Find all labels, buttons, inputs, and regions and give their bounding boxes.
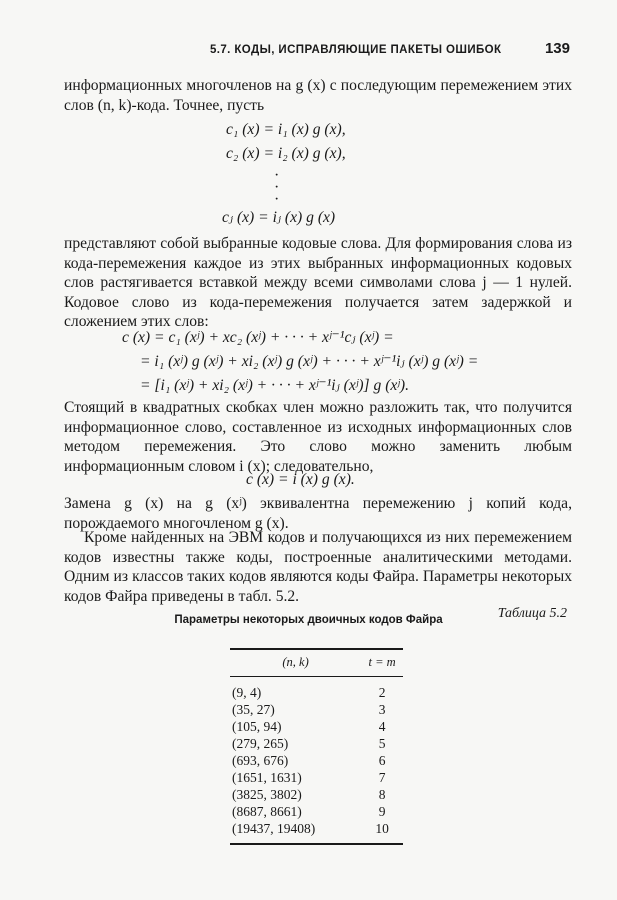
table-bottom-rule bbox=[230, 843, 403, 845]
column-header-nk: (n, k) bbox=[282, 654, 309, 669]
table-header-row bbox=[230, 650, 403, 674]
cell-t: 6 bbox=[378, 753, 386, 768]
cell-nk: (35, 27) bbox=[232, 702, 275, 717]
cell-nk: (8687, 8661) bbox=[232, 804, 302, 819]
section-title: 5.7. КОДЫ, ИСПРАВЛЯЮЩИЕ ПАКЕТЫ ОШИБОК bbox=[210, 44, 502, 56]
cell-t: 7 bbox=[378, 770, 386, 785]
cell-t: 2 bbox=[378, 685, 386, 700]
cell-t: 5 bbox=[378, 736, 386, 751]
cell-t: 8 bbox=[378, 787, 386, 802]
column-header-t: t = m bbox=[368, 654, 396, 669]
vertical-ellipsis: · · · bbox=[274, 167, 280, 208]
cell-nk: (19437, 19408) bbox=[232, 821, 316, 836]
equation-c1: c₁ (x) = i₁ (x) g (x), bbox=[226, 121, 346, 138]
paragraph-substitution: Замена g (x) на g (xʲ) эквивалентна перемежению j копий кода, порождаемого многочленом g (x). bbox=[64, 495, 572, 532]
cell-t: 10 bbox=[375, 821, 389, 836]
table-body bbox=[230, 674, 403, 837]
paragraph-fire-codes: Кроме найденных на ЭВМ кодов и получающихся из них перемежением кодов известны также коды, построенные аналитическими методами. Одним из классов таких кодов являются коды Файра. Параметры некоторых кодов Файра приведены в табл. 5.2. bbox=[64, 529, 572, 605]
table-row bbox=[230, 718, 403, 735]
cell-nk: (9, 4) bbox=[232, 685, 262, 700]
equation-cj: cⱼ (x) = iⱼ (x) g (x) bbox=[222, 209, 336, 226]
cell-nk: (1651, 1631) bbox=[232, 770, 302, 785]
table-label: Таблица 5.2 bbox=[497, 606, 567, 621]
cell-t: 4 bbox=[378, 719, 386, 734]
table-row bbox=[230, 752, 403, 769]
cell-nk: (3825, 3802) bbox=[232, 787, 302, 802]
table-row bbox=[230, 803, 403, 820]
equation-long-3: = [i₁ (xʲ) + xi₂ (xʲ) + · · · + xʲ⁻¹iⱼ (xʲ)] g (xʲ). bbox=[140, 377, 409, 394]
paragraph-intro: информационных многочленов на g (x) с последующим перемежением этих слов (n, k)-кода. Точнее, пусть bbox=[64, 77, 572, 114]
table-row bbox=[230, 820, 403, 837]
equation-final: c (x) = i (x) g (x). bbox=[246, 471, 355, 488]
cell-nk: (279, 265) bbox=[232, 736, 289, 751]
equation-long-1: c (x) = c₁ (xʲ) + xc₂ (xʲ) + · · · + xʲ⁻¹cⱼ (xʲ) = bbox=[122, 329, 394, 346]
table-title: Параметры некоторых двоичных кодов Файра bbox=[174, 614, 443, 626]
equation-c2: c₂ (x) = i₂ (x) g (x), bbox=[226, 145, 346, 162]
paragraph-brackets: Стоящий в квадратных скобках член можно разложить так, что получится информационное слово, составленное из исходных информационных слов методом перемежения. Это слово можно заменить любым информационным словом i (x); следовательно, bbox=[64, 399, 572, 475]
running-header bbox=[210, 40, 570, 57]
page-number: 139 bbox=[544, 40, 570, 57]
cell-nk: (693, 676) bbox=[232, 753, 289, 768]
table-row bbox=[230, 701, 403, 718]
equation-long-2: = i₁ (xʲ) g (xʲ) + xi₂ (xʲ) g (xʲ) + · · · + xʲ⁻¹iⱼ (xʲ) g (xʲ) = bbox=[140, 353, 479, 370]
table-row bbox=[230, 769, 403, 786]
table-row bbox=[230, 684, 403, 701]
table-row bbox=[230, 786, 403, 803]
table-row bbox=[230, 735, 403, 752]
cell-t: 9 bbox=[378, 804, 386, 819]
table-header-rule bbox=[230, 676, 403, 677]
fire-codes-table bbox=[230, 650, 403, 837]
cell-t: 3 bbox=[378, 702, 386, 717]
paragraph-interleave: представляют собой выбранные кодовые слова. Для формирования слова из кода-перемежения каждое из этих выбранных информационных кодовых слов растягивается вставкой между всеми символами слова j — 1 нулей. Кодовое слово из кода-перемежения получается затем задержкой и сложением этих слов: bbox=[64, 235, 572, 330]
cell-nk: (105, 94) bbox=[232, 719, 282, 734]
